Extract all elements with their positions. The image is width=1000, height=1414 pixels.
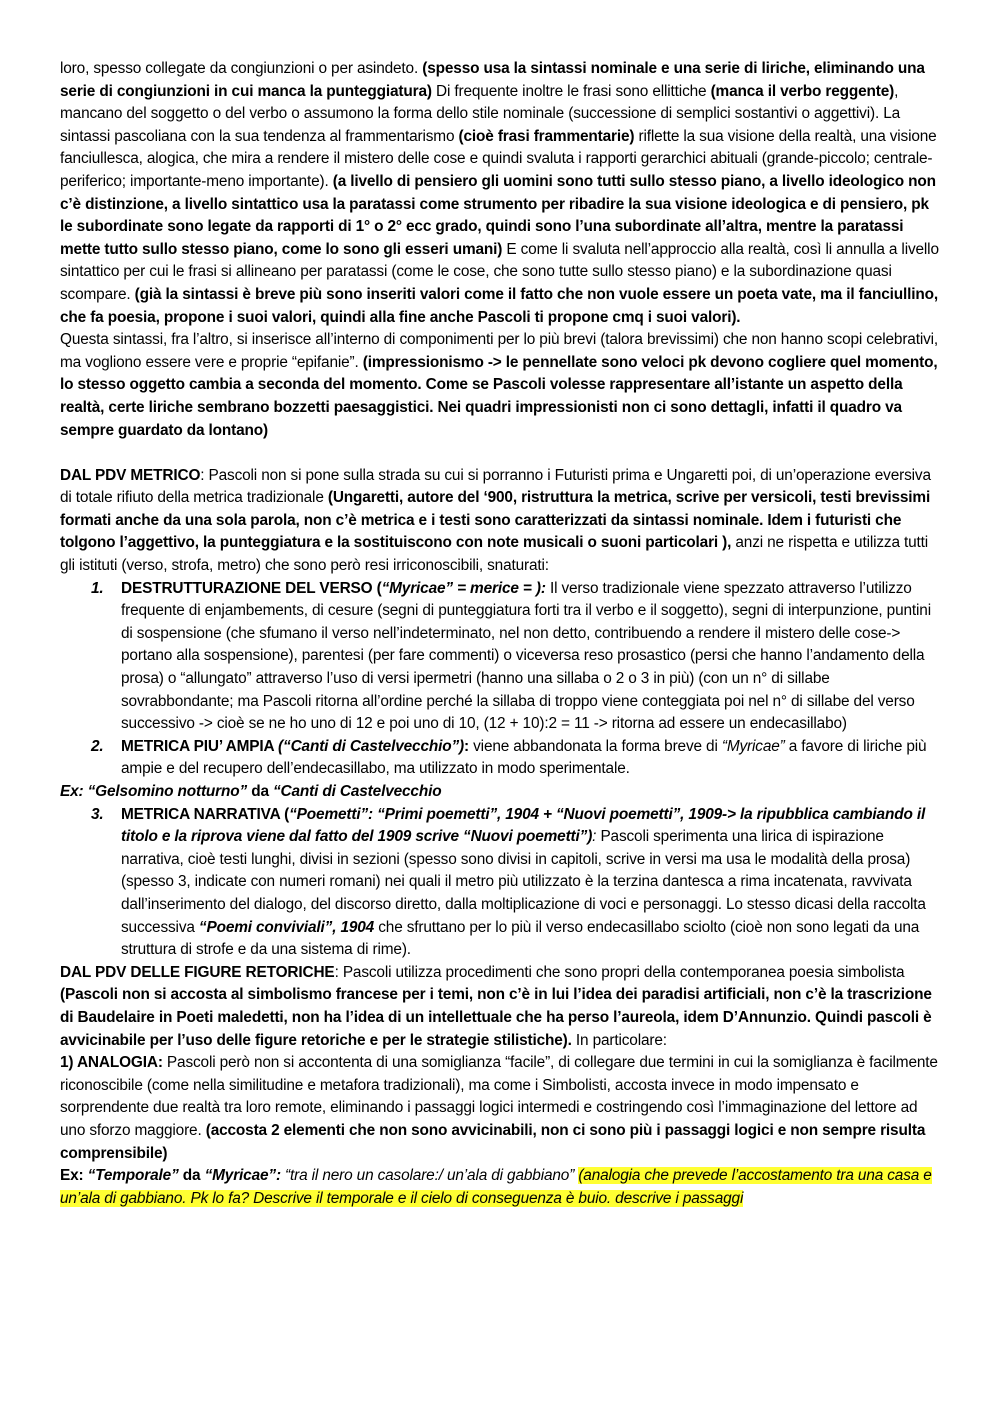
text: : <box>592 828 597 846</box>
subsection-heading: 1) ANALOGIA: <box>60 1054 163 1072</box>
bold-note: (a livello di pensiero gli uomini sono tutti sullo stesso piano, a livello ideologico non c’è distinzione, a livello sintattico usa la paratassi come strumento per ribadire la sua visione ideologica e di pensiero, pk le subordinate sono legate da rapporti di 1° o 2° ecc grado, quindi sono l’una subordinate all’altra, mentre la paratassi mette tutto sullo stesso piano, come lo sono gli esseri umani) <box>60 172 936 258</box>
list-item-metrica-narrativa <box>60 804 940 962</box>
bold-note: (Ungaretti, autore del ‘900, ristruttura la metrica, scrive per versicoli, testi brevissimi formati anche da una sola parola, non c’è metrica e i testi sono caratterizzati da sintassi nominale. Idem i futuristi che tolgono l’aggettivo, la punteggiatura e la sostituiscono con note musicali o suoni particolari ), <box>60 489 931 552</box>
text: viene abbandonata la forma breve di <box>469 737 722 755</box>
example-label: Ex: “Gelsomino notturno” <box>60 783 248 800</box>
text: Pascoli sperimenta una lirica di ispirazione narrativa, cioè testi lunghi, divisi in sezioni (spesso sono divisi in capitoli, scrive in versi ma usa le modalità della prosa) (spesso 3, indicate con numeri romani) nei quali il metro più utilizzato è la terzina dantesca a rima incatenata, ravvivata dall’inserimento del dialogo, del discorso diretto, dalla moltiplicazione di voci e personaggi. Lo stesso dicasi della raccolta successiva <box>121 828 926 936</box>
example-label: Ex: <box>60 1167 88 1185</box>
section-heading: DAL PDV DELLE FIGURE RETORICHE <box>60 963 335 981</box>
paragraph-figure-retoriche <box>60 962 940 1052</box>
bold-note: (Pascoli non si accosta al simbolismo francese per i temi, non c’è in lui l’idea dei paradisi artificiali, non c’è la trascrizione di Baudelaire in Poeti maledetti, non ha l’idea di un intellettuale che ha perso l’aureola, idem D’Annunzio. Quindi pascoli è avvicinabile per l’uso delle figure retoriche e per le strategie stilistiche). <box>60 986 932 1049</box>
list-item-destrutturazione <box>60 578 940 736</box>
italic-title: “Canti di Castelvecchio <box>273 783 442 800</box>
bold-note: (impressionismo -> le pennellate sono veloci pk devono cogliere quel momento, lo stesso oggetto cambia a seconda del momento. Come se Pascoli volesse rappresentare all’istante un aspetto della realtà, certe liriche sembrano bozzetti paesaggistici. Nei quadri impressionisti non ci sono dettagli, infatti il quadro va sempre guardato da lontano) <box>60 353 938 439</box>
text: : Pascoli non si pone sulla strada su cui si porranno i Futuristi prima e Ungaretti poi, di un’operazione eversiva di totale rifiuto della metrica tradizionale <box>60 466 931 507</box>
text: da <box>247 783 273 800</box>
item-title-italic: “Myricae” = merice = ): <box>381 579 546 597</box>
bold-note: (accosta 2 elementi che non sono avvicinabili, non ci sono più i passaggi logici e non sempre risulta comprensibile) <box>60 1121 926 1162</box>
paragraph-epifanie <box>60 329 940 442</box>
text: riflette la sua visione della realtà, una visione fanciullesca, alogica, che mira a rendere il mistero delle cose e quindi svaluta i rapporti gerarchici abituali (grande-piccolo; centrale-periferico; importante-meno importante). <box>60 127 937 190</box>
text: anzi ne rispetta e utilizza tutti gli istituti (verso, strofa, metro) che sono però resi irriconoscibili, snaturati: <box>60 534 929 575</box>
item-title-italic: “Poemetti”: “Primi poemetti”, 1904 + “Nuovi poemetti”, 1909-> la ripubblica cambiando il titolo e la riprova viene dal fatto del 1909 scrive “Nuovi poemetti”) <box>121 805 926 846</box>
example-gelsomino <box>60 781 940 804</box>
list-item-metrica-ampia <box>60 736 940 781</box>
item-title: DESTRUTTURAZIONE DEL VERSO ( <box>121 579 382 597</box>
section-heading: DAL PDV METRICO <box>60 466 201 484</box>
list-number: 3. <box>91 805 104 823</box>
text: In particolare: <box>571 1031 667 1049</box>
text: a favore di liriche più ampie e del recupero dell’endecasillabo, ma utilizzato in modo sperimentale. <box>121 737 927 778</box>
item-title: : <box>464 737 469 755</box>
example-temporale <box>60 1165 940 1210</box>
text: loro, spesso collegate da congiunzioni o per asindeto. <box>60 60 423 77</box>
metric-list <box>60 578 940 781</box>
text: Il verso tradizionale viene spezzato attraverso l’utilizzo frequente di enjambements, di cesure (segni di punteggiatura forti tra il verbo e il soggetto), segni di interpunzione, puntini di sospensione (che sfumano il verso nell’indeterminato, nel non detto, contribuendo a rendere il mistero delle cose-> portano alla sospensione), parentesi (per fare commenti) o viceversa reso prosastico (persi che hanno l’andamento della prosa) o “allungato” attraverso l’uso di versi ipermetri (hanno una sillaba o 2 o 3 in più) (con un n° di sillabe sovrabbondante; ma Pascoli ritorna all’ordine perché la sillaba di troppo viene conteggiata poi nel n° di sillabe del verso successivo -> cioè se ne ho uno di 12 e poi uno di 10, (12 + 10):2 = 11 -> ritorna ad essere un endecasillabo) <box>121 579 931 733</box>
highlighted-note: (analogia che prevede l’accostamento tra una casa e un’ala di gabbiano. Pk lo fa? Descrive il temporale e il cielo di conseguenza è buio. descrive i passaggi <box>60 1167 932 1207</box>
document-page <box>60 58 940 1210</box>
italic-title: “Temporale” <box>87 1167 179 1185</box>
quote: “tra il nero un casolare:/ un’ala di gabbiano” <box>280 1167 575 1185</box>
list-number: 1. <box>91 579 104 597</box>
bold-note: (già la sintassi è breve più sono inseriti valori come il fatto che non vuole essere un poeta vate, ma il fanciullino, che fa poesia, propone i suoi valori, quindi alla fine anche Pascoli ti propone cmq i suoi valori). <box>60 285 939 326</box>
metric-list-continued <box>60 804 940 962</box>
paragraph-metrico <box>60 465 940 578</box>
item-title: METRICA NARRATIVA ( <box>121 805 290 823</box>
italic-title: “Myricae” <box>721 737 785 755</box>
text: che sfruttano per lo più il verso endecasillabo sciolto (cioè non sono legati da una struttura di strofe e da una sistema di rime). <box>121 918 920 959</box>
bold-note: (spesso usa la sintassi nominale e una serie di liriche, eliminando una serie di congiunzioni in cui manca la punteggiatura) <box>60 60 925 100</box>
italic-title: “Myricae”: <box>204 1167 281 1185</box>
italic-title: “Poemi conviviali”, 1904 <box>198 918 375 936</box>
text: Questa sintassi, fra l’altro, si inserisce all’interno di componimenti per lo più brevi (talora brevissimi) che non hanno scopi celebrativi, ma vogliono essere vere e proprie “epifanie”. <box>60 331 939 371</box>
item-title: METRICA PIU’ AMPIA <box>121 737 279 755</box>
text: , mancano del soggetto o del verbo o assumono la forma dello stile nominale (successione di semplici sostantivi o aggettivi). La sintassi pascoliana con la sua tendenza al frammentarismo <box>60 82 901 145</box>
item-title-italic: (“Canti di Castelvecchio”) <box>278 737 465 755</box>
bold-note: (cioè frasi frammentarie) <box>458 127 635 145</box>
list-number: 2. <box>91 737 104 755</box>
blank-line <box>60 442 940 465</box>
paragraph-sintassi <box>60 58 940 329</box>
bold-note: (manca il verbo reggente) <box>710 82 895 100</box>
text: : Pascoli utilizza procedimenti che sono propri della contemporanea poesia simbolista <box>334 963 905 981</box>
text: E come li svaluta nell’approccio alla realtà, così li annulla a livello sintattico per cui le frasi si allineano per paratassi (come le cose, che sono tutte sullo stesso piano) e la subordinazione quasi scompare. <box>60 240 939 303</box>
text: Pascoli però non si accontenta di una somiglianza “facile”, di collegare due termini in cui la somiglianza è facilmente riconoscibile (come nella similitudine e metafora tradizionali), ma come i Simbolisti, accosta invece in modo impensato e sorprendente due realtà tra loro remote, eliminando i passaggi logici intermedi e costringendo così l’immaginazione del lettore ad uno sforzo maggiore. <box>60 1054 938 1139</box>
text: Di frequente inoltre le frasi sono ellittiche <box>431 82 711 100</box>
paragraph-analogia <box>60 1052 940 1165</box>
text: da <box>178 1167 205 1185</box>
